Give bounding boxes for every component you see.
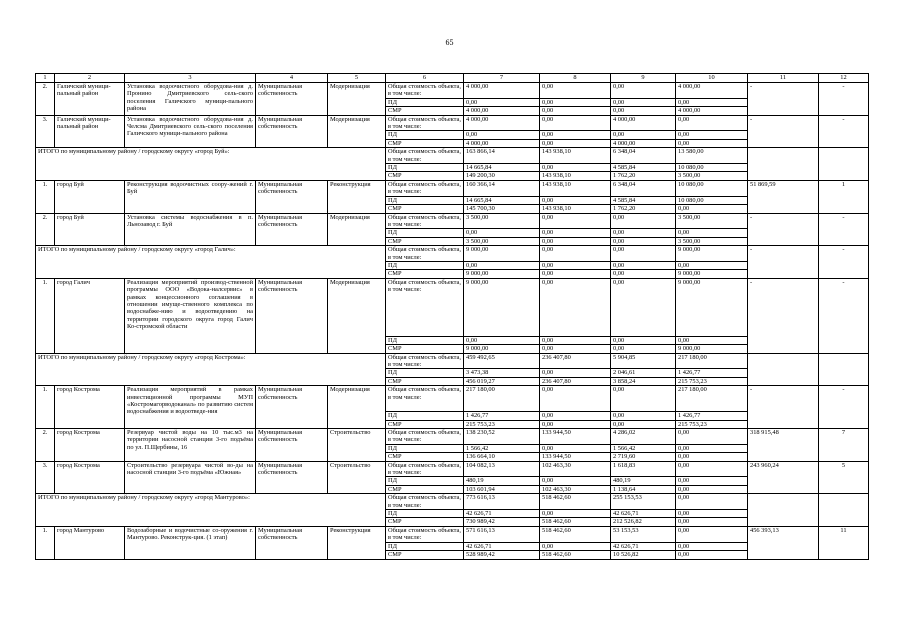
row-number: 1.	[36, 278, 55, 353]
value-col-9: 6 348,04	[611, 180, 676, 196]
cost-label-pd: ПД	[386, 510, 464, 518]
value-col-7: 217 180,00	[464, 386, 540, 412]
value-col-8: 0,00	[540, 412, 611, 420]
work-type: Модернизация	[328, 386, 386, 429]
project-row	[36, 83, 869, 99]
value-col-8: 143 938,10	[540, 172, 611, 180]
value-col-9: 0,00	[611, 213, 676, 229]
work-type: Строительство	[328, 461, 386, 494]
cost-label-pd: ПД	[386, 131, 464, 139]
value-col-9: 0,00	[611, 261, 676, 269]
header-cell-6: 6	[386, 74, 464, 83]
value-col-8: 0,00	[540, 386, 611, 412]
value-col-10: 0,00	[676, 485, 748, 493]
count-value: -	[819, 278, 869, 353]
value-col-10: 217 180,00	[676, 353, 748, 369]
work-type: Модернизация	[328, 278, 386, 353]
cost-label-smr: СМР	[386, 551, 464, 559]
value-col-10: 0,00	[676, 494, 748, 510]
cost-label-pd: ПД	[386, 229, 464, 237]
value-col-9: 2 046,61	[611, 369, 676, 377]
value-col-10: 10 080,00	[676, 180, 748, 196]
value-col-8: 102 463,30	[540, 485, 611, 493]
value-col-8: 133 944,50	[540, 429, 611, 445]
value-col-10: 0,00	[676, 510, 748, 518]
district-name: город Мантурово	[55, 526, 125, 559]
total-title: ИТОГО по муниципальному району / городскому округу «город Галич»:	[36, 246, 386, 279]
project-name: Строительство резервуара чистой во-ды на насосной станции 3-го подъёма «Южная»	[125, 461, 256, 494]
value-col-9: 0,00	[611, 229, 676, 237]
district-name: город Галич	[55, 278, 125, 353]
value-col-10: 0,00	[676, 131, 748, 139]
count-value	[819, 494, 869, 527]
value-col-10: 0,00	[676, 551, 748, 559]
total-row	[36, 353, 869, 369]
capacity-value: 243 960,24	[748, 461, 819, 494]
value-col-9: 1 762,20	[611, 172, 676, 180]
value-col-10: 1 426,77	[676, 369, 748, 377]
value-col-8: 133 944,50	[540, 453, 611, 461]
value-col-8: 0,00	[540, 213, 611, 229]
ownership-type: Муниципальная собственность	[256, 115, 328, 148]
cost-label-smr: СМР	[386, 345, 464, 353]
value-col-7: 571 616,13	[464, 526, 540, 542]
capacity-value: -	[748, 83, 819, 116]
value-col-7: 9 000,00	[464, 345, 540, 353]
value-col-7: 14 665,84	[464, 164, 540, 172]
value-col-9: 5 904,85	[611, 353, 676, 369]
investment-table	[35, 73, 869, 560]
value-col-8: 0,00	[540, 510, 611, 518]
value-col-7: 773 616,13	[464, 494, 540, 510]
value-col-9: 3 858,24	[611, 377, 676, 385]
value-col-7: 4 000,00	[464, 83, 540, 99]
value-col-9: 0,00	[611, 107, 676, 115]
cost-label-pd: ПД	[386, 261, 464, 269]
total-row	[36, 494, 869, 510]
value-col-8: 0,00	[540, 229, 611, 237]
value-col-8: 0,00	[540, 98, 611, 106]
value-col-10: 215 753,23	[676, 420, 748, 428]
capacity-value	[748, 353, 819, 386]
value-col-9: 4 585,84	[611, 164, 676, 172]
project-row	[36, 526, 869, 542]
cost-label-pd: ПД	[386, 369, 464, 377]
ownership-type: Муниципальная собственность	[256, 526, 328, 559]
value-col-8: 0,00	[540, 345, 611, 353]
ownership-type: Муниципальная собственность	[256, 429, 328, 462]
capacity-value: 318 915,48	[748, 429, 819, 462]
value-col-7: 3 500,00	[464, 213, 540, 229]
header-cell-8: 8	[540, 74, 611, 83]
row-number: 1.	[36, 180, 55, 213]
value-col-7: 14 665,84	[464, 196, 540, 204]
value-col-7: 4 000,00	[464, 107, 540, 115]
value-col-9: 0,00	[611, 345, 676, 353]
page-number: 65	[445, 38, 454, 47]
value-col-9: 480,19	[611, 477, 676, 485]
value-col-8: 0,00	[540, 115, 611, 131]
value-col-7: 0,00	[464, 336, 540, 344]
cost-label-smr: СМР	[386, 139, 464, 147]
value-col-10: 0,00	[676, 261, 748, 269]
value-col-9: 0,00	[611, 412, 676, 420]
value-col-10: 0,00	[676, 518, 748, 526]
value-col-9: 42 626,71	[611, 542, 676, 550]
work-type: Модернизация	[328, 83, 386, 116]
count-value	[819, 148, 869, 181]
value-col-8: 518 462,60	[540, 526, 611, 542]
ownership-type: Муниципальная собственность	[256, 386, 328, 429]
value-col-8: 0,00	[540, 420, 611, 428]
project-row	[36, 213, 869, 229]
header-cell-9: 9	[611, 74, 676, 83]
cost-label-total: Общая стоимость объекта, в том числе:	[386, 148, 464, 164]
district-name: Галичский муници-пальный район	[55, 115, 125, 148]
value-col-8: 143 938,10	[540, 205, 611, 213]
total-title: ИТОГО по муниципальному району / городскому округу «город Буй»:	[36, 148, 386, 181]
value-col-7: 0,00	[464, 98, 540, 106]
value-col-8: 0,00	[540, 336, 611, 344]
cost-label-pd: ПД	[386, 164, 464, 172]
cost-label-total: Общая стоимость объекта, в том числе:	[386, 526, 464, 542]
value-col-10: 0,00	[676, 139, 748, 147]
value-col-9: 255 153,53	[611, 494, 676, 510]
cost-label-total: Общая стоимость объекта, в том числе:	[386, 429, 464, 445]
value-col-9: 42 626,71	[611, 510, 676, 518]
value-col-9: 0,00	[611, 420, 676, 428]
capacity-value	[748, 148, 819, 181]
value-col-7: 136 664,10	[464, 453, 540, 461]
value-col-10: 0,00	[676, 115, 748, 131]
capacity-value: -	[748, 213, 819, 246]
header-row	[36, 74, 869, 83]
value-col-10: 0,00	[676, 477, 748, 485]
cost-label-total: Общая стоимость объекта, в том числе:	[386, 180, 464, 196]
value-col-10: 9 000,00	[676, 278, 748, 336]
value-col-9: 0,00	[611, 336, 676, 344]
value-col-8: 102 463,30	[540, 461, 611, 477]
value-col-9: 1 138,64	[611, 485, 676, 493]
header-cell-2: 2	[55, 74, 125, 83]
capacity-value: 456 393,13	[748, 526, 819, 559]
value-col-9: 0,00	[611, 246, 676, 262]
cost-label-smr: СМР	[386, 107, 464, 115]
cost-label-pd: ПД	[386, 412, 464, 420]
value-col-8: 236 407,80	[540, 353, 611, 369]
value-col-8: 0,00	[540, 131, 611, 139]
total-row	[36, 246, 869, 262]
value-col-8: 0,00	[540, 83, 611, 99]
value-col-10: 0,00	[676, 229, 748, 237]
row-number: 3.	[36, 115, 55, 148]
row-number: 2.	[36, 429, 55, 462]
value-col-7: 0,00	[464, 261, 540, 269]
value-col-10: 0,00	[676, 453, 748, 461]
cost-label-pd: ПД	[386, 542, 464, 550]
district-name: город Буй	[55, 213, 125, 246]
value-col-7: 480,19	[464, 477, 540, 485]
value-col-9: 4 585,84	[611, 196, 676, 204]
count-value: -	[819, 213, 869, 246]
project-row	[36, 461, 869, 477]
ownership-type: Муниципальная собственность	[256, 180, 328, 213]
project-name: Установка водоочистного оборудова-ния д. Челсма Дмитриевского сель-ского поселения Галичского муници-пального района	[125, 115, 256, 148]
total-row	[36, 148, 869, 164]
count-value: 7	[819, 429, 869, 462]
cost-label-total: Общая стоимость объекта, в том числе:	[386, 83, 464, 99]
cost-label-smr: СМР	[386, 518, 464, 526]
value-col-7: 459 492,65	[464, 353, 540, 369]
value-col-7: 1 566,42	[464, 444, 540, 452]
count-value: -	[819, 83, 869, 116]
cost-label-total: Общая стоимость объекта, в том числе:	[386, 246, 464, 262]
header-cell-10: 10	[676, 74, 748, 83]
cost-label-pd: ПД	[386, 477, 464, 485]
value-col-8: 518 462,60	[540, 518, 611, 526]
cost-label-smr: СМР	[386, 420, 464, 428]
value-col-10: 4 000,00	[676, 107, 748, 115]
value-col-7: 42 626,71	[464, 510, 540, 518]
value-col-10: 9 000,00	[676, 345, 748, 353]
row-number: 1.	[36, 526, 55, 559]
value-col-7: 104 082,13	[464, 461, 540, 477]
value-col-9: 0,00	[611, 83, 676, 99]
value-col-10: 3 500,00	[676, 237, 748, 245]
value-col-10: 217 180,00	[676, 386, 748, 412]
value-col-10: 0,00	[676, 444, 748, 452]
cost-label-pd: ПД	[386, 336, 464, 344]
header-cell-7: 7	[464, 74, 540, 83]
value-col-9: 6 348,04	[611, 148, 676, 164]
value-col-7: 138 230,52	[464, 429, 540, 445]
value-col-9: 1 618,83	[611, 461, 676, 477]
value-col-8: 0,00	[540, 444, 611, 452]
work-type: Модернизация	[328, 115, 386, 148]
work-type: Реконструкция	[328, 526, 386, 559]
cost-label-total: Общая стоимость объекта, в том числе:	[386, 494, 464, 510]
cost-label-total: Общая стоимость объекта, в том числе:	[386, 353, 464, 369]
value-col-9: 0,00	[611, 386, 676, 412]
cost-label-total: Общая стоимость объекта, в том числе:	[386, 278, 464, 336]
ownership-type: Муниципальная собственность	[256, 213, 328, 246]
cost-label-pd: ПД	[386, 98, 464, 106]
project-name: Установка системы водоснабжения в п. Льнозавод г. Буй	[125, 213, 256, 246]
cost-label-smr: СМР	[386, 172, 464, 180]
value-col-10: 10 080,00	[676, 196, 748, 204]
count-value: 1	[819, 180, 869, 213]
project-row	[36, 386, 869, 412]
project-name: Реконструкция водоочистных соору-жений г. Буй	[125, 180, 256, 213]
cost-label-total: Общая стоимость объекта, в том числе:	[386, 115, 464, 131]
work-type: Строительство	[328, 429, 386, 462]
value-col-7: 3 473,38	[464, 369, 540, 377]
value-col-10: 0,00	[676, 526, 748, 542]
value-col-7: 528 989,42	[464, 551, 540, 559]
value-col-10: 0,00	[676, 542, 748, 550]
capacity-value: -	[748, 278, 819, 353]
value-col-8: 0,00	[540, 542, 611, 550]
cost-label-smr: СМР	[386, 485, 464, 493]
cost-label-total: Общая стоимость объекта, в том числе:	[386, 386, 464, 412]
value-col-9: 0,00	[611, 131, 676, 139]
value-col-10: 3 500,00	[676, 213, 748, 229]
ownership-type: Муниципальная собственность	[256, 461, 328, 494]
value-col-10: 0,00	[676, 98, 748, 106]
header-cell-5: 5	[328, 74, 386, 83]
project-name: Реализация мероприятий в рамках инвестиционной программы МУП «Костромагорводоканал» по развитию систем водоснабжения и водоотведе-ния	[125, 386, 256, 429]
header-cell-3: 3	[125, 74, 256, 83]
value-col-10: 9 000,00	[676, 246, 748, 262]
row-number: 2.	[36, 213, 55, 246]
value-col-7: 160 366,14	[464, 180, 540, 196]
value-col-10: 0,00	[676, 336, 748, 344]
header-cell-4: 4	[256, 74, 328, 83]
cost-label-smr: СМР	[386, 237, 464, 245]
row-number: 1.	[36, 386, 55, 429]
value-col-7: 4 000,00	[464, 139, 540, 147]
value-col-7: 9 000,00	[464, 246, 540, 262]
value-col-9: 2 719,60	[611, 453, 676, 461]
value-col-7: 145 700,30	[464, 205, 540, 213]
work-type: Модернизация	[328, 213, 386, 246]
cost-label-pd: ПД	[386, 196, 464, 204]
value-col-8: 0,00	[540, 369, 611, 377]
value-col-7: 4 000,00	[464, 115, 540, 131]
project-name: Реализация мероприятий производ-ственной программы ООО «Водока-налсервис» в рамках концессионного соглашения в отношении имуще-ственного комплекса по водоснабже-нию и водоотведению на территории городского округа город Галич Ко-стромской области	[125, 278, 256, 353]
project-name: Резервуар чистой воды на 10 тыс.м3 на территории насосной станции 3-го подъёма по ул. П.Щербины, 16	[125, 429, 256, 462]
value-col-8: 0,00	[540, 270, 611, 278]
value-col-10: 10 080,00	[676, 164, 748, 172]
project-row	[36, 278, 869, 336]
header-cell-1: 1	[36, 74, 55, 83]
value-col-7: 456 019,27	[464, 377, 540, 385]
value-col-10: 9 000,00	[676, 270, 748, 278]
value-col-9: 212 526,82	[611, 518, 676, 526]
capacity-value: -	[748, 386, 819, 429]
value-col-7: 9 000,00	[464, 278, 540, 336]
project-name: Установка водоочистного оборудова-ния д. Пронино Дмитриевского сель-ского поселения Галичского муници-пального района	[125, 83, 256, 116]
value-col-9: 0,00	[611, 237, 676, 245]
value-col-7: 103 601,94	[464, 485, 540, 493]
value-col-10: 1 426,77	[676, 412, 748, 420]
value-col-7: 163 866,14	[464, 148, 540, 164]
row-number: 3.	[36, 461, 55, 494]
project-name: Водозаборные и водочистные со-оружения г. Мантурово. Реконструк-ция. (1 этап)	[125, 526, 256, 559]
district-name: город Кострома	[55, 386, 125, 429]
value-col-7: 9 000,00	[464, 270, 540, 278]
value-col-7: 215 753,23	[464, 420, 540, 428]
value-col-8: 0,00	[540, 246, 611, 262]
value-col-7: 0,00	[464, 131, 540, 139]
value-col-9: 0,00	[611, 98, 676, 106]
row-number: 2.	[36, 83, 55, 116]
value-col-8: 0,00	[540, 196, 611, 204]
capacity-value: -	[748, 115, 819, 148]
value-col-8: 0,00	[540, 139, 611, 147]
value-col-7: 0,00	[464, 229, 540, 237]
ownership-type: Муниципальная собственность	[256, 278, 328, 353]
value-col-7: 730 989,42	[464, 518, 540, 526]
capacity-value: -	[748, 246, 819, 279]
value-col-8: 0,00	[540, 261, 611, 269]
value-col-9: 0,00	[611, 270, 676, 278]
value-col-10: 0,00	[676, 205, 748, 213]
district-name: город Кострома	[55, 429, 125, 462]
value-col-8: 518 462,60	[540, 551, 611, 559]
header-cell-12: 12	[819, 74, 869, 83]
cost-label-smr: СМР	[386, 453, 464, 461]
value-col-10: 0,00	[676, 461, 748, 477]
value-col-7: 3 500,00	[464, 237, 540, 245]
count-value: 5	[819, 461, 869, 494]
cost-label-total: Общая стоимость объекта, в том числе:	[386, 213, 464, 229]
header-cell-11: 11	[748, 74, 819, 83]
cost-label-smr: СМР	[386, 377, 464, 385]
district-name: Галичский муници-пальный район	[55, 83, 125, 116]
value-col-9: 53 153,53	[611, 526, 676, 542]
count-value: 11	[819, 526, 869, 559]
work-type: Реконструкция	[328, 180, 386, 213]
value-col-8: 143 938,10	[540, 180, 611, 196]
value-col-10: 4 000,00	[676, 83, 748, 99]
value-col-9: 10 526,82	[611, 551, 676, 559]
count-value: -	[819, 246, 869, 279]
count-value: -	[819, 115, 869, 148]
value-col-10: 3 500,00	[676, 172, 748, 180]
cost-label-pd: ПД	[386, 444, 464, 452]
cost-label-total: Общая стоимость объекта, в том числе:	[386, 461, 464, 477]
count-value: -	[819, 386, 869, 429]
value-col-10: 0,00	[676, 429, 748, 445]
count-value	[819, 353, 869, 386]
value-col-8: 0,00	[540, 107, 611, 115]
value-col-8: 0,00	[540, 237, 611, 245]
value-col-9: 4 000,00	[611, 115, 676, 131]
district-name: город Буй	[55, 180, 125, 213]
total-title: ИТОГО по муниципальному району / городскому округу «город Мантурово»:	[36, 494, 386, 527]
capacity-value	[748, 494, 819, 527]
value-col-8: 143 938,10	[540, 148, 611, 164]
cost-label-smr: СМР	[386, 205, 464, 213]
value-col-8: 518 462,60	[540, 494, 611, 510]
cost-label-smr: СМР	[386, 270, 464, 278]
value-col-9: 4 286,02	[611, 429, 676, 445]
project-row	[36, 180, 869, 196]
value-col-10: 13 580,00	[676, 148, 748, 164]
ownership-type: Муниципальная собственность	[256, 83, 328, 116]
value-col-7: 1 426,77	[464, 412, 540, 420]
value-col-8: 0,00	[540, 278, 611, 336]
project-row	[36, 429, 869, 445]
value-col-7: 42 626,71	[464, 542, 540, 550]
capacity-value: 51 869,59	[748, 180, 819, 213]
project-row	[36, 115, 869, 131]
value-col-8: 0,00	[540, 477, 611, 485]
value-col-9: 1 762,20	[611, 205, 676, 213]
total-title: ИТОГО по муниципальному району / городскому округу «город Кострома»:	[36, 353, 386, 386]
value-col-8: 0,00	[540, 164, 611, 172]
value-col-9: 0,00	[611, 278, 676, 336]
value-col-9: 4 000,00	[611, 139, 676, 147]
district-name: город Кострома	[55, 461, 125, 494]
value-col-9: 1 566,42	[611, 444, 676, 452]
value-col-7: 149 200,30	[464, 172, 540, 180]
value-col-10: 215 753,23	[676, 377, 748, 385]
value-col-8: 236 407,80	[540, 377, 611, 385]
